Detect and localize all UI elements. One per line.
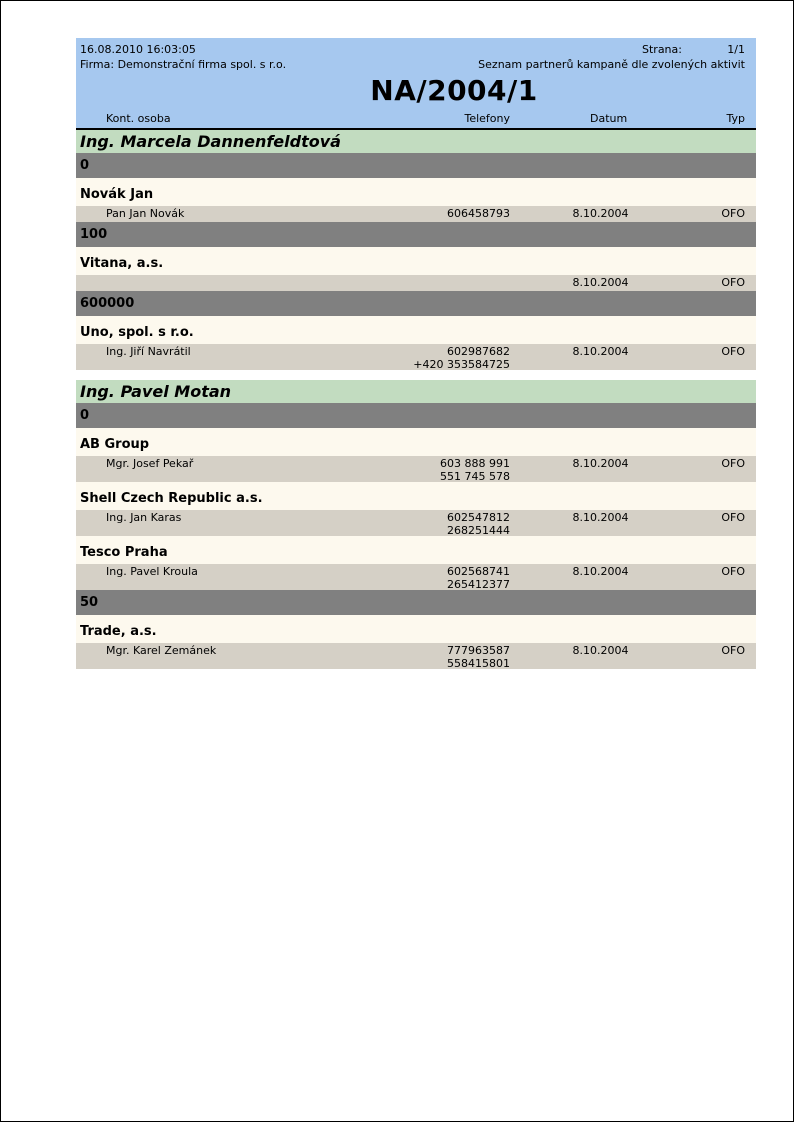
contact-type: OFO <box>721 276 745 289</box>
contact-person-heading: Ing. Marcela Dannenfeldtová <box>76 130 756 153</box>
group-heading: 100 <box>76 222 756 247</box>
report <box>76 38 756 669</box>
contact-type: OFO <box>721 457 745 470</box>
column-header-type: Typ <box>726 112 745 125</box>
phone-number: 551 745 578 <box>440 470 510 483</box>
phone-numbers <box>447 565 510 591</box>
section-gap <box>76 370 756 380</box>
contact-row <box>76 206 756 222</box>
company-name: Uno, spol. s r.o. <box>76 316 756 344</box>
phone-number: 268251444 <box>447 524 510 537</box>
contact-date: 8.10.2004 <box>572 207 629 220</box>
contact-row <box>76 344 756 370</box>
column-header-date: Datum <box>590 112 628 125</box>
company-name: Novák Jan <box>76 178 756 206</box>
contact-type: OFO <box>721 511 745 524</box>
phone-number: 602568741 <box>447 565 510 578</box>
contact-row <box>76 643 756 669</box>
group-heading: 50 <box>76 590 756 615</box>
contact-row <box>76 275 756 291</box>
report-title: NA/2004/1 <box>370 74 538 107</box>
phone-number: 602987682 <box>447 345 510 358</box>
phone-number: 603 888 991 <box>440 457 510 470</box>
column-header-contact: Kont. osoba <box>106 112 171 125</box>
print-datetime: 16.08.2010 16:03:05 <box>80 43 196 56</box>
phone-number: 558415801 <box>447 657 510 670</box>
page-label: Strana: <box>642 43 682 56</box>
phone-number: 606458793 <box>447 207 510 220</box>
company-name: Firma: Demonstrační firma spol. s r.o. <box>80 58 287 71</box>
company-name: Vitana, a.s. <box>76 247 756 275</box>
contact-row <box>76 564 756 590</box>
contact-person-heading: Ing. Pavel Motan <box>76 380 756 403</box>
contact-name: Pan Jan Novák <box>106 207 185 220</box>
contact-type: OFO <box>721 345 745 358</box>
phone-number: 602547812 <box>447 511 510 524</box>
page-number: 1/1 <box>727 43 745 56</box>
phone-number: +420 353584725 <box>413 358 510 371</box>
phone-numbers <box>447 644 510 670</box>
report-subtitle: Seznam partnerů kampaně dle zvolených aktivit <box>478 58 745 71</box>
contact-date: 8.10.2004 <box>572 276 629 289</box>
company-name: AB Group <box>76 428 756 456</box>
contact-date: 8.10.2004 <box>572 565 629 578</box>
contact-type: OFO <box>721 644 745 657</box>
contact-type: OFO <box>721 207 745 220</box>
company-name: Shell Czech Republic a.s. <box>76 482 756 510</box>
contact-type: OFO <box>721 565 745 578</box>
contact-name: Ing. Jiří Navrátil <box>106 345 191 358</box>
phone-number: 777963587 <box>447 644 510 657</box>
column-header-phones: Telefony <box>464 112 510 125</box>
contact-date: 8.10.2004 <box>572 644 629 657</box>
report-body <box>76 130 756 669</box>
contact-date: 8.10.2004 <box>572 511 629 524</box>
contact-name: Ing. Jan Karas <box>106 511 182 524</box>
contact-row <box>76 510 756 536</box>
group-heading: 0 <box>76 153 756 178</box>
contact-name: Mgr. Karel Zemánek <box>106 644 217 657</box>
phone-numbers <box>440 457 510 483</box>
company-name: Tesco Praha <box>76 536 756 564</box>
company-name: Trade, a.s. <box>76 615 756 643</box>
contact-date: 8.10.2004 <box>572 457 629 470</box>
report-header <box>76 38 756 128</box>
phone-numbers <box>447 207 510 220</box>
contact-name: Ing. Pavel Kroula <box>106 565 198 578</box>
phone-number: 265412377 <box>447 578 510 591</box>
group-heading: 600000 <box>76 291 756 316</box>
contact-date: 8.10.2004 <box>572 345 629 358</box>
contact-row <box>76 456 756 482</box>
phone-numbers <box>447 511 510 537</box>
contact-name: Mgr. Josef Pekař <box>106 457 194 470</box>
group-heading: 0 <box>76 403 756 428</box>
phone-numbers <box>413 345 510 371</box>
